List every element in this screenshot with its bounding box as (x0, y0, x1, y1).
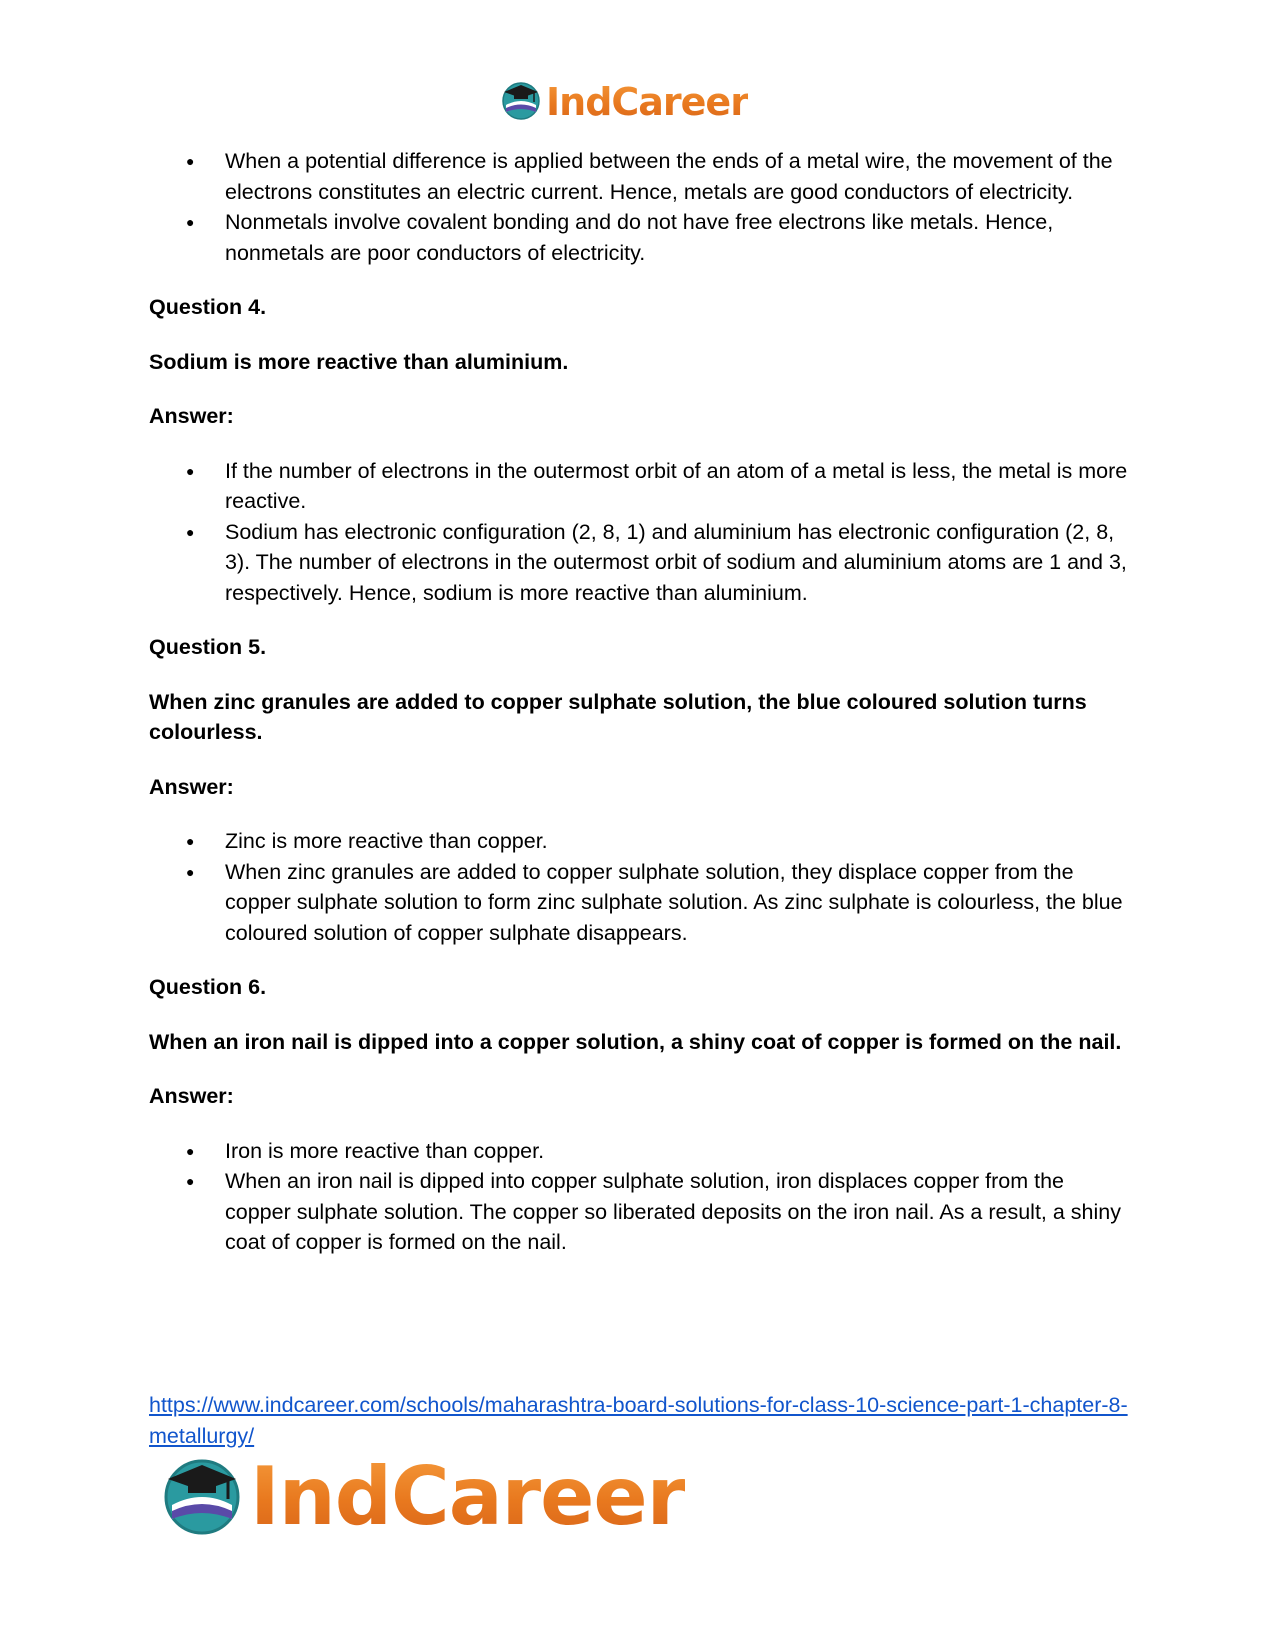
answer-label: Answer: (149, 404, 234, 428)
question-label: Question 6. (149, 975, 267, 999)
list-item: ● Iron is more reactive than copper. (225, 1136, 1129, 1167)
document-body (149, 146, 1129, 1258)
question-label: Question 4. (149, 295, 267, 319)
answer-label: Answer: (149, 774, 234, 799)
list-item: ● Zinc is more reactive than copper. (225, 826, 1129, 857)
question-label: Question 5. (149, 635, 267, 659)
question-text: When zinc granules are added to copper sulphate solution, the blue coloured solution turns colourless. (149, 689, 1087, 744)
brand-name: IndCareer (546, 80, 748, 124)
header-logo (500, 78, 748, 126)
question-text: Sodium is more reactive than aluminium. (149, 349, 569, 374)
intro-bullet-list (149, 146, 1129, 268)
answer-bullet-list (149, 826, 1129, 948)
list-item: ● When a potential difference is applied between the ends of a metal wire, the movement of the electrons constitutes an electric current. Hence, metals are good conductors of electricity. (225, 146, 1129, 207)
list-item: ● Nonmetals involve covalent bonding and do not have free electrons like metals. Hence, nonmetals are poor conductors of electricity. (225, 207, 1129, 268)
list-item: ● If the number of electrons in the outermost orbit of an atom of a metal is less, the metal is more reactive. (225, 456, 1129, 517)
question-text: When an iron nail is dipped into a copper solution, a shiny coat of copper is formed on the nail. (149, 1029, 1122, 1054)
list-item: ● When zinc granules are added to copper sulphate solution, they displace copper from the copper sulphate solution to form zinc sulphate solution. As zinc sulphate is colourless, the blue coloured solution of copper sulphate disappears. (225, 857, 1129, 949)
list-item: ● Sodium has electronic configuration (2, 8, 1) and aluminium has electronic configuration (2, 8, 3). The number of electrons in the outermost orbit of sodium and aluminium atoms are 1 and 3, respectively. Hence, sodium is more reactive than aluminium. (225, 517, 1129, 609)
source-url-link[interactable]: https://www.indcareer.com/schools/maharashtra-board-solutions-for-class-10-science-part-1-chapter-8-metallurgy/ (149, 1393, 1128, 1448)
list-item: ● When an iron nail is dipped into copper sulphate solution, iron displaces copper from the copper sulphate solution. The copper so liberated deposits on the iron nail. As a result, a shiny coat of copper is formed on the nail. (225, 1166, 1129, 1258)
graduation-cap-book-icon (160, 1453, 244, 1542)
answer-bullet-list (149, 456, 1129, 609)
footer-logo (160, 1452, 685, 1542)
brand-name: IndCareer (250, 1450, 686, 1543)
answer-bullet-list (149, 1136, 1129, 1258)
answer-label: Answer: (149, 1084, 234, 1108)
graduation-cap-book-icon (500, 79, 542, 126)
